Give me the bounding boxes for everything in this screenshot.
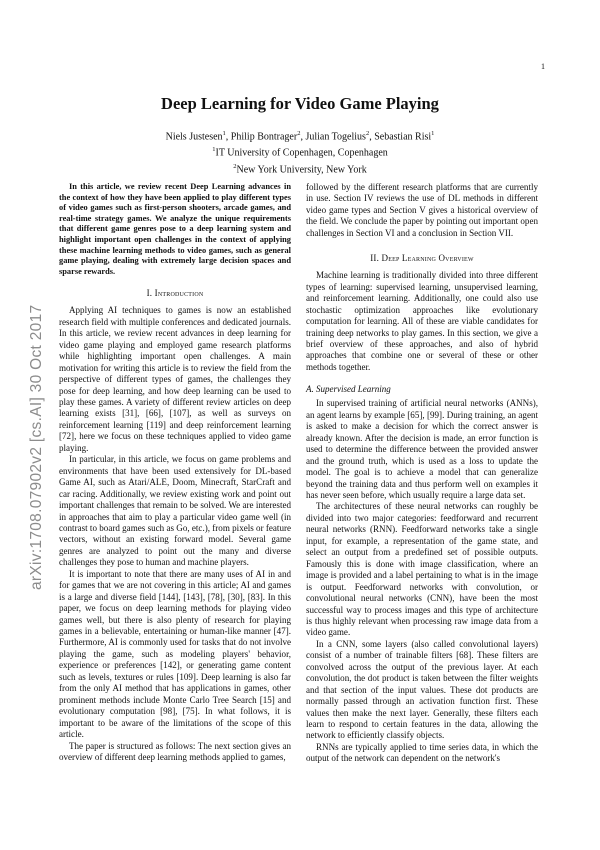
paragraph: RNNs are typically applied to time series data, in which the output of the network can dependent on the network's (306, 741, 538, 764)
paper-title: Deep Learning for Video Game Playing (161, 94, 439, 113)
section-heading-overview: II. Deep Learning Overview (370, 253, 474, 264)
left-column (59, 182, 291, 763)
right-column (306, 182, 538, 765)
paragraph: In supervised training of artificial neural networks (ANNs), an agent learns by example [65], [99]. During training, an agent is asked to make a decision for which the correct answer is already known. After the decision is made, an error function is used to determine the difference between the provided answer and the ground truth, which is used as a loss to update the model. The goal is to achieve a model that can generalize beyond the training data and thus perform well on examples it has never seen before, which usually require a large data set. (306, 398, 538, 500)
page-number: 1 (541, 62, 545, 71)
subsection-heading-supervised: A. Supervised Learning (306, 384, 391, 395)
author-name: Julian Togelius (305, 131, 366, 143)
section-heading-introduction: I. Introduction (146, 288, 204, 299)
paragraph: Machine learning is traditionally divided into three different types of learning: supervised learning, unsupervised learning, and reinforcement learning. Additionally, one could also use stochastic optimization approaches like evolutionary computation for learning. All of these are viable candidates for training deep networks to play games. In this section, we give a brief overview of these approaches, and also of hybrid approaches that combine one or several of these or other methods together. (306, 270, 538, 372)
affiliation-mark: 2 (297, 130, 301, 137)
author-name: Sebastian Risi (374, 131, 432, 143)
abstract: In this article, we review recent Deep Learning advances in the context of how they have been applied to play different types of video games such as first-person shooters, arcade games, and real-time strategy games. We analyze the unique requirements that different game genres pose to a deep learning system and highlight important open challenges in the context of applying these machine learning methods to video games, such as general game playing, dealing with extremely large decision spaces and sparse rewards. (59, 182, 291, 276)
affiliation: $^1$IT University of Copenhagen, Copenhagen (212, 146, 388, 159)
author-block (0, 127, 600, 176)
author-name: Niels Justesen (165, 131, 223, 143)
affiliation-mark: 2 (365, 130, 370, 137)
author-list: Niels Justesen$^1$, Philip Bontrager$^2$, Julian Togelius$^2$, Sebastian Risi$^1$ (165, 130, 435, 143)
paragraph: Applying AI techniques to games is now an established research field with multiple conferences and dedicated journals. In this article, we review recent advances in deep learning for video game playing and employed game research platforms while highlighting important open challenges. A main motivation for writing this article is to review the field from the perspective of different types of games, the challenges they pose for deep learning, and how deep learning can be used to play these games. A variety of different review articles on deep learning exists [31], [66], [107], as well as surveys on reinforcement learning [119] and deep reinforcement learning [72], here we focus on these techniques applied to video game playing. (59, 305, 291, 453)
paragraph: The architectures of these neural networks can roughly be divided into two major categories: feedforward and recurrent neural networks (RNN). Feedforward networks take a single input, for example, a representation of the game state, and select an output from a predefined set of possible outputs. Famously this is done with image classification, where an image is provided and a label pertaining to what is in the image is output. Feedforward networks with convolution, or convolutional neural networks (CNN), have been the most successful way to process images and this type of architecture is thus highly relevant when processing raw image data from a video game. (306, 501, 538, 638)
author-name: Philip Bontrager (230, 131, 298, 143)
paragraph: In particular, in this article, we focus on game problems and environments that have been used extensively for DL-based Game AI, such as Atari/ALE, Doom, Minecraft, StarCraft and car racing. Additionally, we review existing work and point out important challenges that remain to be solved. We are interested in approaches that aim to play a particular video game well (in contrast to board games such as Go, etc.), from pixels or feature vectors, without an existing forward model. Several game genres are analyzed to point out the many and diverse challenges they pose to human and machine players. (59, 454, 291, 568)
paragraph: The paper is structured as follows: The next section gives an overview of different deep learning methods applied to games, (59, 740, 291, 763)
affiliation-mark: 1 (222, 130, 226, 137)
arxiv-identifier: arXiv:1708.07902v2 [cs.AI] 30 Oct 2017 (28, 304, 45, 590)
paragraph: In a CNN, some layers (also called convolutional layers) consist of a number of trainable filters [68]. These filters are convolved across the output of the previous layer. At each convolution, the dot product is taken between the filter weights and that section of the input values. These dot products are normally passed through an activation function first. These values then make the next layer. Generally, these filters each learn to respond to certain features in the data, allowing the network to efficiently classify objects. (306, 638, 538, 741)
paragraph: It is important to note that there are many uses of AI in and for games that we are not covering in this article; AI and games is a large and diverse field [144], [143], [78], [30], [83]. In this paper, we focus on deep learning methods for playing video games well, but there is also plenty of research for playing games in a believable, entertaining or human-like manner [47]. Furthermore, AI is commonly used for tasks that do not involve playing the game, such as modeling players' behavior, experience or preferences [142], or generating game content such as levels, textures or rules [109]. Deep learning is also far from the only AI method that has applications in games, other prominent methods include Monte Carlo Tree Search [15] and evolutionary computation [98], [75]. In what follows, it is important to be aware of the limitations of the scope of this article. (59, 568, 291, 740)
paragraph-continuation: followed by the different research platforms that are currently in use. Section IV reviews the use of DL methods in different video game types and Section V gives a historical overview of the field. We conclude the paper by pointing out important open challenges in Section VI and a conclusion in Section VII. (306, 182, 538, 238)
affiliation: $^2$New York University, New York (233, 162, 367, 175)
affiliation-mark: 1 (431, 130, 435, 137)
